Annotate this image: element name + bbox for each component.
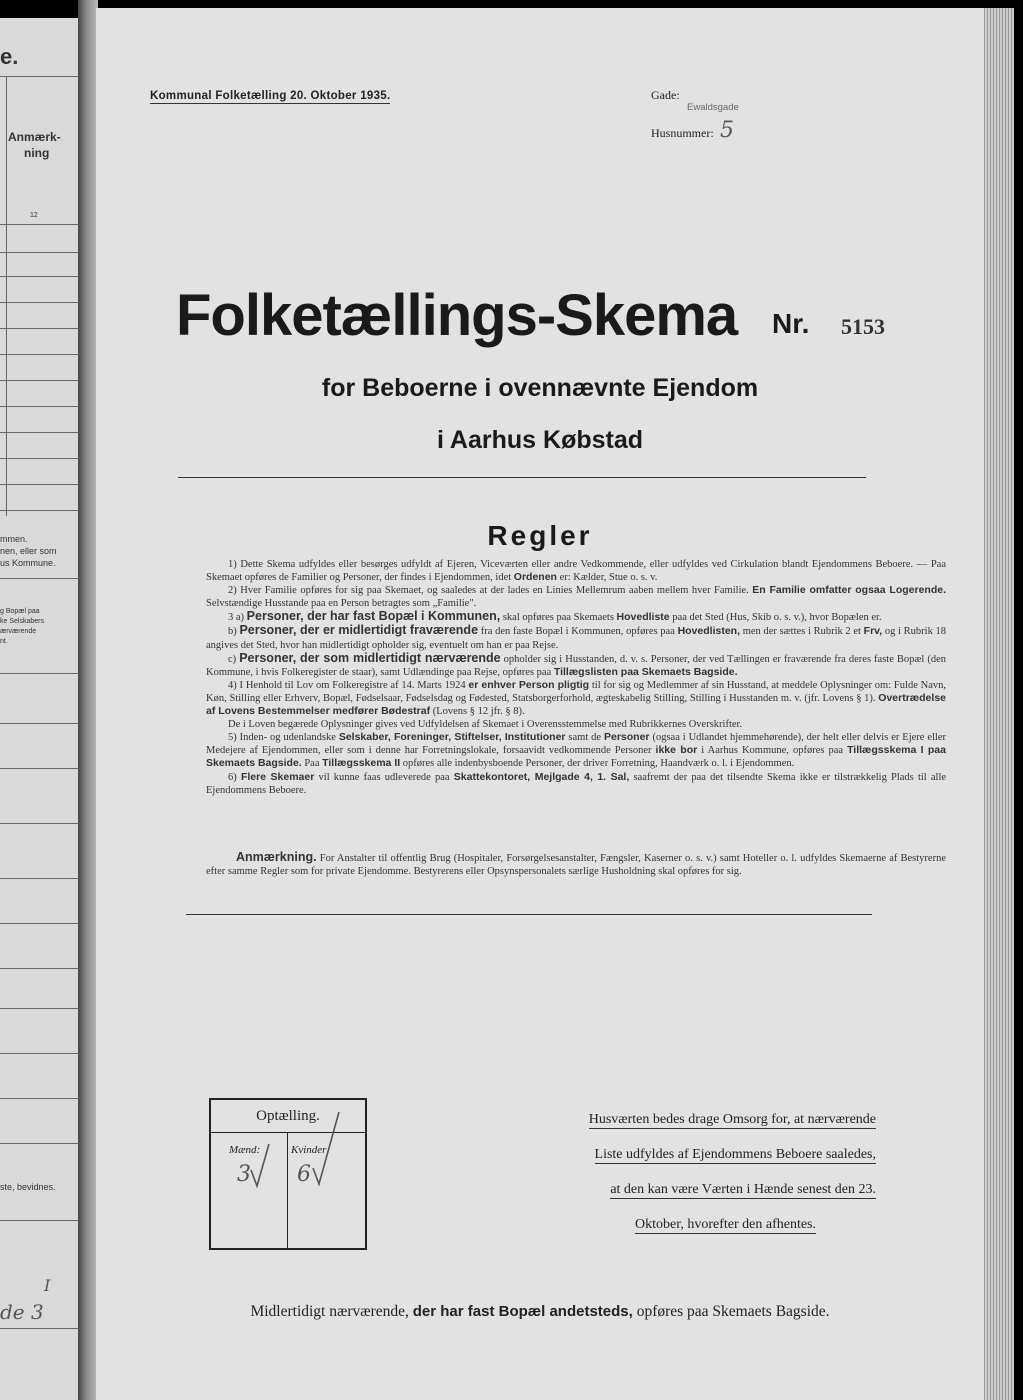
- divider: [0, 1008, 78, 1009]
- divider: [0, 723, 78, 724]
- divider: [0, 823, 78, 824]
- left-fragment-text: nen, eller som: [0, 546, 57, 556]
- divider: [178, 477, 866, 478]
- book-binding: [78, 0, 98, 1400]
- street-value: Ewaldsgade: [687, 102, 739, 113]
- divider: [287, 1132, 288, 1248]
- women-label: Kvinder:: [291, 1144, 331, 1156]
- divider: [0, 484, 78, 485]
- left-page-title-fragment: e.: [0, 44, 19, 69]
- divider: [0, 1143, 78, 1144]
- left-fragment-text: ærværende: [0, 628, 37, 635]
- column-header-line1: Anmærk-: [8, 130, 61, 144]
- divider: [0, 276, 78, 277]
- left-fragment-text: nt.: [0, 638, 8, 645]
- divider: [0, 878, 78, 879]
- divider: [0, 673, 78, 674]
- landlord-notice: [496, 1102, 876, 1242]
- divider: [0, 354, 78, 355]
- divider: [0, 252, 78, 253]
- left-fragment-text: mmen.: [0, 534, 28, 544]
- divider: [0, 76, 78, 77]
- left-fragment-text: ke Selskabers: [0, 618, 44, 625]
- footer-part: opføres paa Skemaets Bagside.: [636, 1303, 830, 1320]
- count-box-title: Optælling.: [256, 1108, 320, 1124]
- census-form-page: [96, 8, 984, 1400]
- divider: [0, 432, 78, 433]
- left-fragment-text: g Bopæl paa: [0, 608, 40, 615]
- divider: [0, 380, 78, 381]
- landlord-notice-line: Liste udfyldes af Ejendommens Beboere saaledes,: [594, 1147, 876, 1162]
- note-label: Anmærkning.: [236, 850, 317, 864]
- check-mark-icon: [311, 1110, 341, 1186]
- divider: [0, 510, 78, 511]
- house-number-label: Husnummer:: [651, 126, 714, 140]
- left-page-fragment: [0, 18, 78, 1400]
- rules-heading: Regler: [487, 520, 593, 551]
- census-header-label: Kommunal Folketælling 20. Oktober 1935.: [150, 90, 391, 102]
- column-number: 12: [30, 212, 38, 219]
- divider: [0, 328, 78, 329]
- left-fragment-text: ste, bevidnes.: [0, 1182, 56, 1192]
- footer-part: der har fast Bopæl andetsteds,: [412, 1303, 633, 1320]
- column-header-line2: ning: [24, 146, 50, 160]
- divider: [0, 406, 78, 407]
- men-label: Mænd:: [229, 1144, 261, 1156]
- divider: [0, 224, 78, 225]
- divider: [211, 1132, 365, 1133]
- form-title: Folketællings-Skema: [176, 283, 738, 348]
- divider: [0, 578, 78, 579]
- divider: [186, 914, 872, 915]
- divider: [0, 1328, 78, 1329]
- landlord-notice-line: Oktober, hvorefter den afhentes.: [635, 1217, 816, 1232]
- form-number: 5153: [841, 314, 885, 339]
- divider: [0, 768, 78, 769]
- divider: [0, 1098, 78, 1099]
- left-fragment-text: us Kommune.: [0, 558, 56, 568]
- count-box: [209, 1098, 367, 1250]
- handwritten-note: de 3: [0, 1300, 44, 1324]
- landlord-notice-line: Husværten bedes drage Omsorg for, at nærværende: [588, 1112, 876, 1127]
- footer-note: [96, 1303, 984, 1321]
- women-count: 6: [297, 1162, 311, 1187]
- rules-text: 1) Dette Skema udfyldes eller besørges udfyldt af Ejeren, Viceværten eller andre Vedkommende, eller udfyldes ved Cirkulation blandt Ejendommens Beboere. — Paa Skemaet opføres de Familier og Personer, der findes i Ejendommen, idet Ordenen er: Kælder, Stue o. s. v. 2) Hver Familie opføres for sig paa Skemaet, og saaledes at der lades en Linies Mellemrum aaben mellem hver Familie. En Familie omfatter ogsaa Logerende. Selvstændige Husstande paa en Person betragtes som „Familie". 3 a) Personer, der har fast Bopæl i Kommunen, skal opføres paa Skemaets Hovedliste paa det Sted (Hus, Skib o. s. v.), hvor Bopælen er. b) Personer, der er midlertidigt fraværende fra den faste Bopæl i Kommunen, opføres paa Hovedlisten, men der sættes i Rubrik 2 et Frv, og i Rubrik 18 angives det Sted, hvor han midlertidigt opholder sig, eventuelt om han er paa Rejse. c) Personer, der som midlertidigt nærværende opholder sig i Husstanden, d. v. s. Personer, der ved Tællingen er fraværende fra deres faste Bopæl (den Kommune, i hvis Folkeregister de staar), samt Udlændinge paa Rejse, opføres paa Tillægslisten paa Skemaets Bagside. 4) I Henhold til Lov om Folkeregistre af 14. Marts 1924 er enhver Person pligtig til for sig og Medlemmer af sin Husstand, at meddele Oplysninger om: Fulde Navn, Køn, Stilling eller Erhverv, Bopæl, Fødselsaar, Fødselsdag og Fødested, Statsborgerforhold, ægteskabelig Stilling, Stilling i Husstanden m. v. (jfr. Lovens § 1). Overtrædelse af Lovens Bestemmelser medfører Bødestraf (Lovens § 12 jfr. § 8). De i Loven begærede Oplysninger gives ved Udfyldelsen af Skemaet i Overensstemmelse med Rubrikkernes Overskrifter. 5) Inden- og udenlandske Selskaber, Foreninger, Stiftelser, Institutioner samt de Personer (ogsaa i Udlandet hjemmehørende), der helt eller delvis er Ejere eller Medejere af Ejendommen, eller som i denne har Forretningslokale, forsaavidt vedkommende Personer ikke bor i Aarhus Kommune, opføres paa Tillægsskema I paa Skemaets Bagside. Paa Tillægsskema II opføres alle indenbysboende Personer, der driver Forretning, Haandværk o. l. i Ejendommen. 6) Flere Skemaer vil kunne faas udleverede paa Skattekontoret, Mejlgade 4, 1. Sal, saafremt der paa det tilsendte Skema ikke er tilstrækkelig Plads til alle Ejendommens Beboere.: [206, 559, 947, 796]
- note-text: For Anstalter til offentlig Brug (Hospitaler, Forsørgelsesanstalter, Fængsler, Kaserner o. s. v.) samt Hoteller o. l. udfyldes Skemaerne af Bestyrerne efter samme Regler som for private Ejendomme. Bestyrerens eller Opsynspersonalets særlige Husholdning skal opføres for sig.: [206, 853, 947, 878]
- divider: [0, 458, 78, 459]
- divider: [0, 1220, 78, 1221]
- divider: [0, 302, 78, 303]
- men-count: 3: [237, 1162, 251, 1187]
- landlord-notice-line: at den kan være Værten i Hænde senest den 23.: [610, 1182, 876, 1197]
- check-mark-icon: [249, 1142, 271, 1188]
- page-edges: [984, 8, 1014, 1400]
- note: [206, 851, 946, 878]
- form-subtitle: for Beboerne i ovennævnte Ejendom: [321, 374, 759, 402]
- form-location: i Aarhus Købstad: [436, 426, 644, 454]
- column-divider: [6, 76, 7, 516]
- divider: [0, 1053, 78, 1054]
- footer-part: Midlertidigt nærværende,: [250, 1303, 409, 1320]
- street-label: Gade:: [651, 88, 680, 102]
- divider: [0, 968, 78, 969]
- handwritten-note: I: [44, 1276, 51, 1295]
- house-number-value: 5: [720, 118, 734, 143]
- divider: [0, 923, 78, 924]
- form-nr-label: Nr.: [772, 308, 810, 339]
